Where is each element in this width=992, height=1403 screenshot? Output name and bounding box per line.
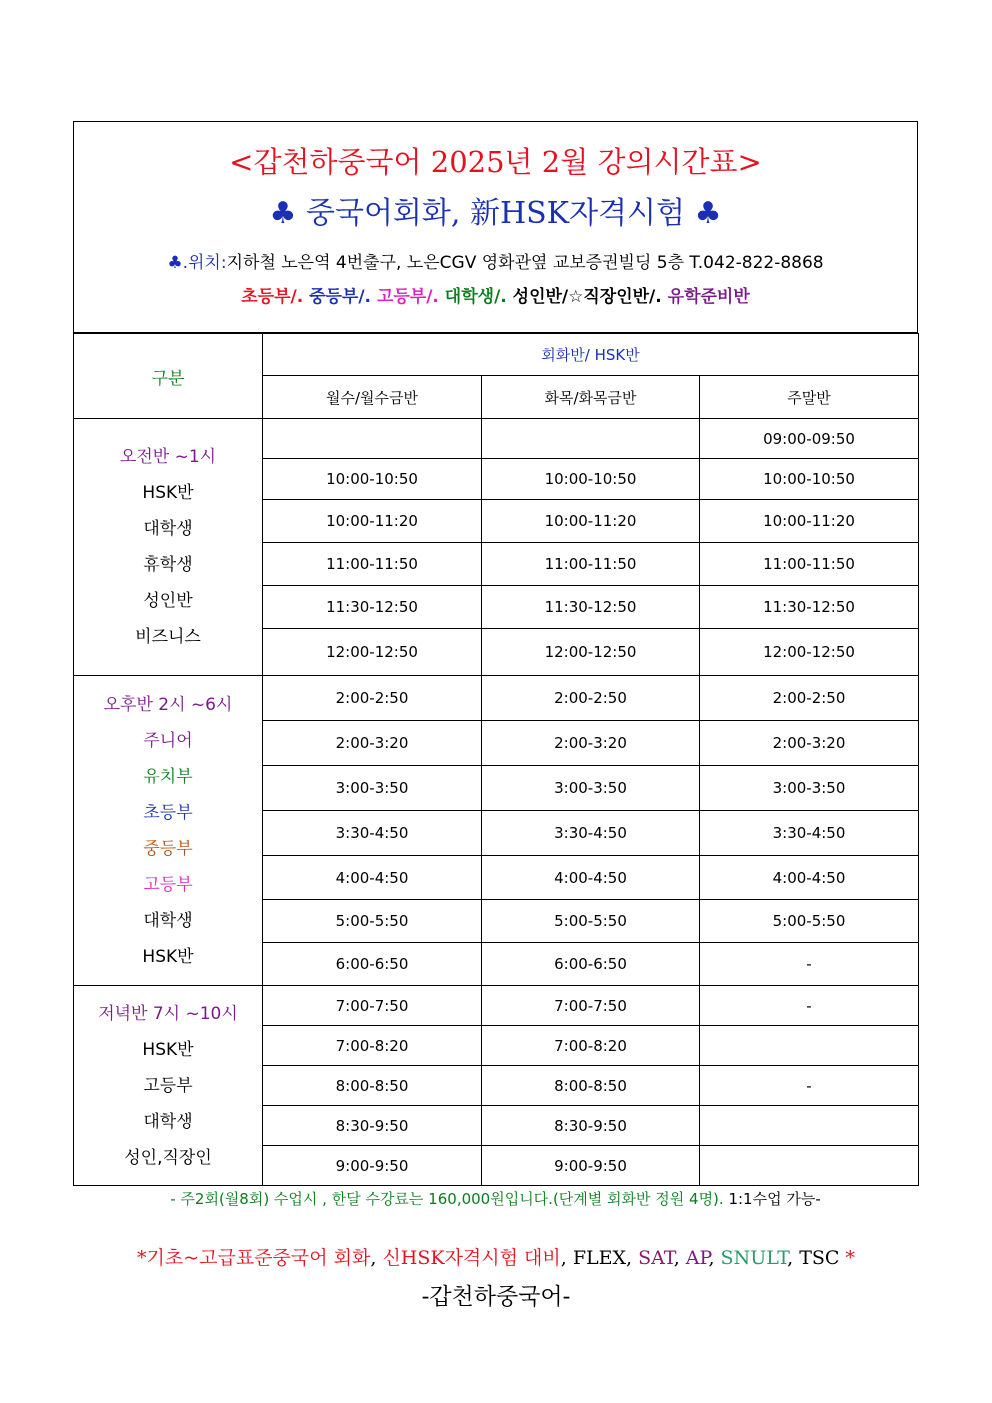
time-cell: 8:30-9:50 [482,1106,700,1146]
group-header: 회화반/ HSK반 [263,334,919,376]
course-list-part: , FLEX, [560,1247,639,1269]
time-cell: 12:00-12:50 [263,629,482,676]
section-label-line: 오전반 ~1시 [119,447,217,467]
time-cell: 7:00-7:50 [263,986,482,1026]
section-label-line: 중등부 [143,838,193,859]
group-label: 성인반/☆직장인반/. [512,287,662,307]
group-label: 대학생/. [444,287,507,307]
course-list-part: , TSC [787,1247,846,1269]
time-cell: 10:00-11:20 [263,500,482,543]
time-cell [482,419,700,459]
time-cell: 11:00-11:50 [263,543,482,586]
time-cell: 9:00-9:50 [263,1146,482,1186]
subtitle-text: 중국어회화, 新HSK자격시험 [305,196,686,231]
time-cell: - [700,943,919,986]
time-cell: 11:30-12:50 [482,586,700,629]
course-list-part: * [845,1247,856,1269]
time-cell: 2:00-3:20 [700,721,919,766]
subtitle [74,188,917,232]
course-list-part: , [673,1247,686,1269]
time-cell: 3:00-3:50 [482,766,700,811]
course-list-part: *기초~고급표준중국어 회화 [136,1247,371,1269]
time-cell: 4:00-4:50 [263,856,482,900]
column-header: 월수/월수금반 [263,376,482,419]
section-label-line: 저녁반 7시 ~10시 [98,1003,238,1024]
time-cell: 10:00-10:50 [482,459,700,500]
section-label [74,419,263,676]
time-cell: 7:00-8:20 [482,1026,700,1066]
header-box [73,121,918,333]
group-label: 고등부/. [376,287,439,307]
course-list-part: AP [685,1247,709,1269]
time-cell: 2:00-3:20 [263,721,482,766]
schedule-sheet [73,121,918,1186]
time-cell: 2:00-2:50 [263,676,482,721]
section-label-line: 성인반 [143,591,193,611]
time-cell [263,419,482,459]
section-label-line: 대학생 [143,910,193,931]
section-label-line: 고등부 [143,874,193,895]
section-label-line: 주니어 [143,730,193,751]
section-label-line: 대학생 [143,519,193,539]
time-cell: 3:00-3:50 [700,766,919,811]
time-cell: 10:00-11:20 [482,500,700,543]
course-list [0,1243,992,1270]
time-cell: 6:00-6:50 [263,943,482,986]
section-label-line: 비즈니스 [135,627,201,647]
section-label-line: HSK반 [142,483,194,503]
category-header: 구분 [74,334,263,419]
time-cell: 3:30-4:50 [700,811,919,856]
group-label: 중등부/. [309,287,372,307]
club-icon: ♣ [269,196,297,231]
time-cell: - [700,986,919,1026]
time-cell: 11:30-12:50 [700,586,919,629]
time-cell: 3:30-4:50 [482,811,700,856]
group-list [74,282,917,307]
club-icon: ♣ [167,253,183,273]
time-cell: 9:00-9:50 [482,1146,700,1186]
time-cell: 2:00-3:20 [482,721,700,766]
section-label [74,676,263,986]
time-cell: 5:00-5:50 [263,900,482,943]
time-cell: 10:00-10:50 [700,459,919,500]
table-row [74,676,919,721]
time-cell: 7:00-8:20 [263,1026,482,1066]
group-label: 유학준비반 [667,287,750,307]
time-cell: 6:00-6:50 [482,943,700,986]
timetable [73,333,919,1186]
location-label: .위치: [182,253,227,273]
section-label-line: 대학생 [143,1111,193,1132]
time-cell: 5:00-5:50 [700,900,919,943]
page-title: <갑천하중국어 2025년 2월 강의시간표> [229,145,762,179]
brand-signoff: -갑천하중국어- [421,1284,571,1310]
group-label: 초등부/. [241,287,304,307]
fee-note [73,1188,918,1209]
location-text: 지하철 노은역 4번출구, 노은CGV 영화관옆 교보증권빌딩 5층 T.042-822-8868 [226,253,824,273]
course-list-part: SNULT [720,1247,788,1269]
column-header: 주말반 [700,376,919,419]
time-cell: 11:30-12:50 [263,586,482,629]
section-label-line: HSK반 [142,1039,194,1060]
location-line [74,248,917,273]
section-label-line: 성인,직장인 [124,1147,212,1168]
time-cell: 8:00-8:50 [482,1066,700,1106]
course-list-part: SAT [638,1247,674,1269]
time-cell: 12:00-12:50 [482,629,700,676]
section-label-line: 고등부 [143,1075,193,1096]
time-cell: 4:00-4:50 [482,856,700,900]
time-cell [700,1106,919,1146]
time-cell: 2:00-2:50 [700,676,919,721]
table-row [74,986,919,1026]
section-label-line: 오후반 2시 ~6시 [103,694,233,715]
time-cell: 12:00-12:50 [700,629,919,676]
time-cell: 8:30-9:50 [263,1106,482,1146]
fee-note-text: - 주2회(월8회) 수업시 , 한달 수강료는 160,000원입니다.(단계별 회화반 정원 4명). [170,1190,724,1208]
time-cell: 7:00-7:50 [482,986,700,1026]
time-cell: 11:00-11:50 [700,543,919,586]
time-cell: 10:00-11:20 [700,500,919,543]
course-list-part: 신HSK자격시험 대비 [382,1247,561,1269]
course-list-part: , [370,1247,383,1269]
time-cell: 5:00-5:50 [482,900,700,943]
section-label [74,986,263,1186]
time-cell: - [700,1066,919,1106]
section-label-line: HSK반 [142,946,194,967]
fee-note-tail: 1:1수업 가능- [723,1190,821,1208]
section-label-line: 유치부 [143,766,193,787]
section-label-line: 초등부 [143,802,193,823]
time-cell: 09:00-09:50 [700,419,919,459]
course-list-part: , [708,1247,721,1269]
time-cell: 4:00-4:50 [700,856,919,900]
time-cell: 3:00-3:50 [263,766,482,811]
time-cell: 2:00-2:50 [482,676,700,721]
time-cell [700,1146,919,1186]
column-header: 화목/화목금반 [482,376,700,419]
time-cell: 8:00-8:50 [263,1066,482,1106]
section-label-line: 휴학생 [143,555,193,575]
table-row [74,419,919,459]
time-cell: 10:00-10:50 [263,459,482,500]
time-cell [700,1026,919,1066]
time-cell: 3:30-4:50 [263,811,482,856]
club-icon: ♣ [694,196,722,231]
time-cell: 11:00-11:50 [482,543,700,586]
